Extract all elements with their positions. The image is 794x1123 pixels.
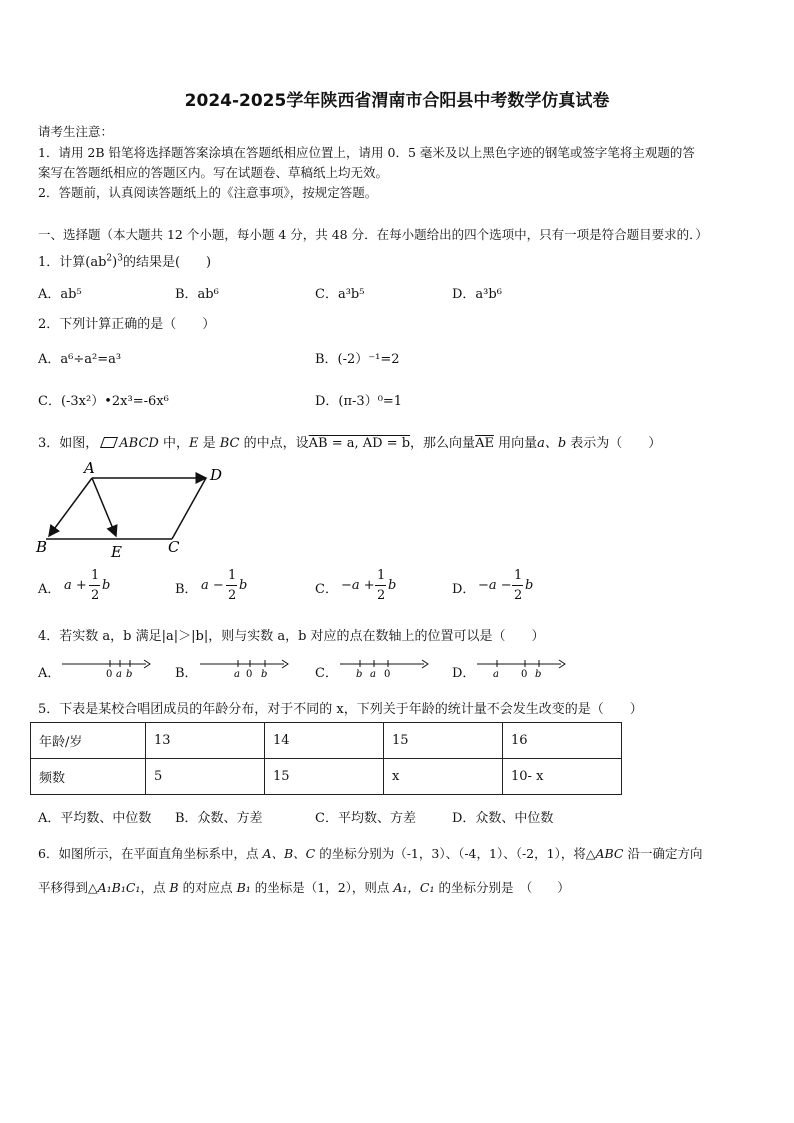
q1-sup-2: 3 — [117, 253, 123, 264]
vector-b: b — [102, 578, 111, 593]
q1-option-b[interactable]: B．ab⁶ — [175, 287, 219, 302]
vector-b: b — [239, 578, 248, 593]
q1-option-c[interactable]: C．a³b⁵ — [315, 287, 365, 302]
parallelogram-figure — [34, 458, 244, 563]
q4-number-line-d — [475, 655, 567, 681]
q2-option-d[interactable]: D．(π-3）⁰=1 — [315, 394, 403, 409]
q3-parallelogram-name: ABCD — [119, 436, 159, 451]
option-expression: −a − — [478, 578, 512, 593]
q4-option-a-label[interactable]: A． — [38, 666, 61, 681]
q1-sup-1: 2 — [106, 253, 113, 264]
table-cell: 15 — [384, 723, 503, 759]
vector-b: b — [525, 578, 534, 593]
fraction-numerator: 1 — [514, 568, 523, 583]
table-row — [31, 723, 622, 759]
question-5-stem: 5．下表是某校合唱团成员的年龄分布，对于不同的 x，下列关于年龄的统计量不会发生改变的是（ ） — [38, 702, 643, 717]
table-cell: 频数 — [31, 759, 146, 795]
label-d: D — [210, 466, 223, 484]
tick-label: a — [116, 669, 122, 680]
question-6-line-2 — [38, 878, 570, 896]
question-6-line-1 — [38, 844, 702, 862]
q3-stem-part: 是 — [198, 436, 220, 451]
q5-option-b[interactable]: B．众数、方差 — [175, 811, 263, 826]
tick-label: 0 — [246, 669, 253, 680]
q4-option-c-label[interactable]: C． — [315, 666, 338, 681]
q3-vector-definitions: AB = a, AD = b — [308, 436, 411, 451]
q4-number-line-b — [198, 655, 290, 681]
age-frequency-table — [30, 722, 622, 795]
label-c: C — [168, 538, 180, 556]
label-b: B — [36, 538, 48, 556]
label-e: E — [111, 543, 122, 561]
q6-points: A₁，C₁ — [393, 880, 435, 895]
q1-stem-part: 1．计算(ab — [38, 255, 107, 270]
q1-option-a[interactable]: A．ab⁵ — [38, 287, 82, 302]
table-cell: 5 — [146, 759, 265, 795]
table-cell: x — [384, 759, 503, 795]
q6-text: 的坐标分别是 （ ） — [434, 880, 570, 895]
page-title: 2024-2025学年陕西省渭南市合阳县中考数学仿真试卷 — [184, 91, 610, 111]
q4-number-line-a — [60, 655, 152, 681]
tick-label: b — [261, 669, 268, 680]
tick-label: b — [126, 669, 133, 680]
tick-label: a — [234, 669, 240, 680]
segment-dc — [172, 478, 206, 539]
vector-b: b — [388, 578, 397, 593]
q2-option-c[interactable]: C．(-3x²）•2x³=-6x⁶ — [38, 394, 169, 409]
q6-point: B — [169, 880, 179, 895]
q6-text: ，点 — [140, 880, 170, 895]
fraction-denominator: 2 — [377, 588, 386, 603]
question-1-stem — [38, 251, 211, 270]
fraction-denominator: 2 — [514, 588, 523, 603]
tick-label: a — [370, 669, 376, 680]
tick-label: a — [493, 669, 499, 680]
table-cell: 15 — [265, 759, 384, 795]
q3-vectors-ab: a、b — [537, 436, 567, 451]
q6-text: 的坐标分别为（-1，3）、（-4，1）、（-2，1），将△ — [315, 846, 596, 861]
q6-text: 的对应点 — [178, 880, 237, 895]
tick-label: b — [535, 669, 542, 680]
vector-ab — [49, 478, 92, 536]
fraction-denominator: 2 — [228, 588, 237, 603]
option-expression: a − — [201, 578, 224, 593]
option-letter: B． — [175, 582, 198, 597]
q3-stem-part: 用向量 — [493, 436, 538, 451]
notice-line-2: 案写在答题纸相应的答题区内。写在试题卷、草稿纸上均无效。 — [38, 165, 389, 180]
option-letter: C． — [315, 582, 338, 597]
q1-stem-part: ) — [112, 255, 118, 270]
q3-stem-part: 表示为（ ） — [566, 436, 662, 451]
vector-ae — [92, 478, 116, 536]
tick-label: 0 — [521, 669, 528, 680]
tick-label: b — [356, 669, 363, 680]
fraction-numerator: 1 — [377, 568, 386, 583]
option-expression: a + — [64, 578, 87, 593]
q5-option-d[interactable]: D．众数、中位数 — [452, 811, 554, 826]
table-cell: 年龄/岁 — [31, 723, 146, 759]
q4-option-b-label[interactable]: B． — [175, 666, 198, 681]
table-cell: 16 — [503, 723, 622, 759]
table-row — [31, 759, 622, 795]
table-cell: 10- x — [503, 759, 622, 795]
q3-stem-part: 的中点，设 — [239, 436, 309, 451]
notice-heading: 请考生注意： — [38, 124, 114, 139]
q4-number-line-c — [338, 655, 430, 681]
notice-line-1: 1．请用 2B 铅笔将选择题答案涂填在答题纸相应位置上，请用 0．5 毫米及以上黑色字迹的钢笔或签字笔将主观题的答 — [38, 145, 695, 160]
q3-stem-part: 3．如图， — [38, 436, 99, 451]
q6-text: 的坐标是（1，2），则点 — [250, 880, 394, 895]
table-cell: 14 — [265, 723, 384, 759]
tick-label: 0 — [384, 669, 391, 680]
q3-vector-ae: $\overline{AE}$ — [475, 436, 494, 451]
q5-option-a[interactable]: A．平均数、中位数 — [38, 811, 152, 826]
q2-option-b[interactable]: B．(-2）⁻¹=2 — [315, 352, 400, 367]
fraction-bar — [375, 585, 386, 586]
fraction-numerator: 1 — [91, 568, 100, 583]
table-cell: 13 — [146, 723, 265, 759]
q6-text: 6．如图所示，在平面直角坐标系中，点 — [38, 846, 263, 861]
q6-points: A、B、C — [262, 846, 316, 861]
q3-segment-bc: BC — [219, 436, 240, 451]
q1-stem-part: 的结果是( ) — [122, 255, 212, 270]
q2-option-a[interactable]: A．a⁶÷a²=a³ — [38, 352, 122, 367]
q6-point: B₁ — [236, 880, 251, 895]
q6-triangle: A₁B₁C₁ — [97, 880, 141, 895]
parallelogram-icon — [100, 437, 118, 448]
option-letter: A． — [38, 582, 61, 597]
option-letter: D． — [452, 582, 476, 597]
notice-line-3: 2．答题前，认真阅读答题纸上的《注意事项》，按规定答题。 — [38, 185, 378, 200]
q3-stem-part: ，那么向量 — [410, 436, 476, 451]
q6-text: 沿一确定方向 — [623, 846, 703, 861]
fraction-bar — [512, 585, 523, 586]
fraction-bar — [89, 585, 100, 586]
q3-point-e: E — [188, 436, 199, 451]
q6-text: 平移得到△ — [38, 880, 98, 895]
q3-stem-part: 中， — [158, 436, 189, 451]
question-4-stem: 4．若实数 a，b 满足|a|＞|b|，则与实数 a，b 对应的点在数轴上的位置可以是（ ） — [38, 629, 545, 644]
tick-label: 0 — [106, 669, 113, 680]
q5-option-c[interactable]: C．平均数、方差 — [315, 811, 416, 826]
fraction-denominator: 2 — [91, 588, 100, 603]
fraction-bar — [226, 585, 237, 586]
q4-option-d-label[interactable]: D． — [452, 666, 476, 681]
label-a: A — [84, 459, 95, 477]
section-heading: 一、选择题（本大题共 12 个小题，每小题 4 分，共 48 分．在每小题给出的四个选项中，只有一项是符合题目要求的．） — [38, 227, 708, 242]
question-2-stem: 2．下列计算正确的是（ ） — [38, 317, 216, 332]
question-3-stem — [38, 432, 661, 451]
q6-triangle: ABC — [595, 846, 624, 861]
fraction-numerator: 1 — [228, 568, 237, 583]
q1-option-d[interactable]: D．a³b⁶ — [452, 287, 502, 302]
option-expression: −a + — [341, 578, 375, 593]
